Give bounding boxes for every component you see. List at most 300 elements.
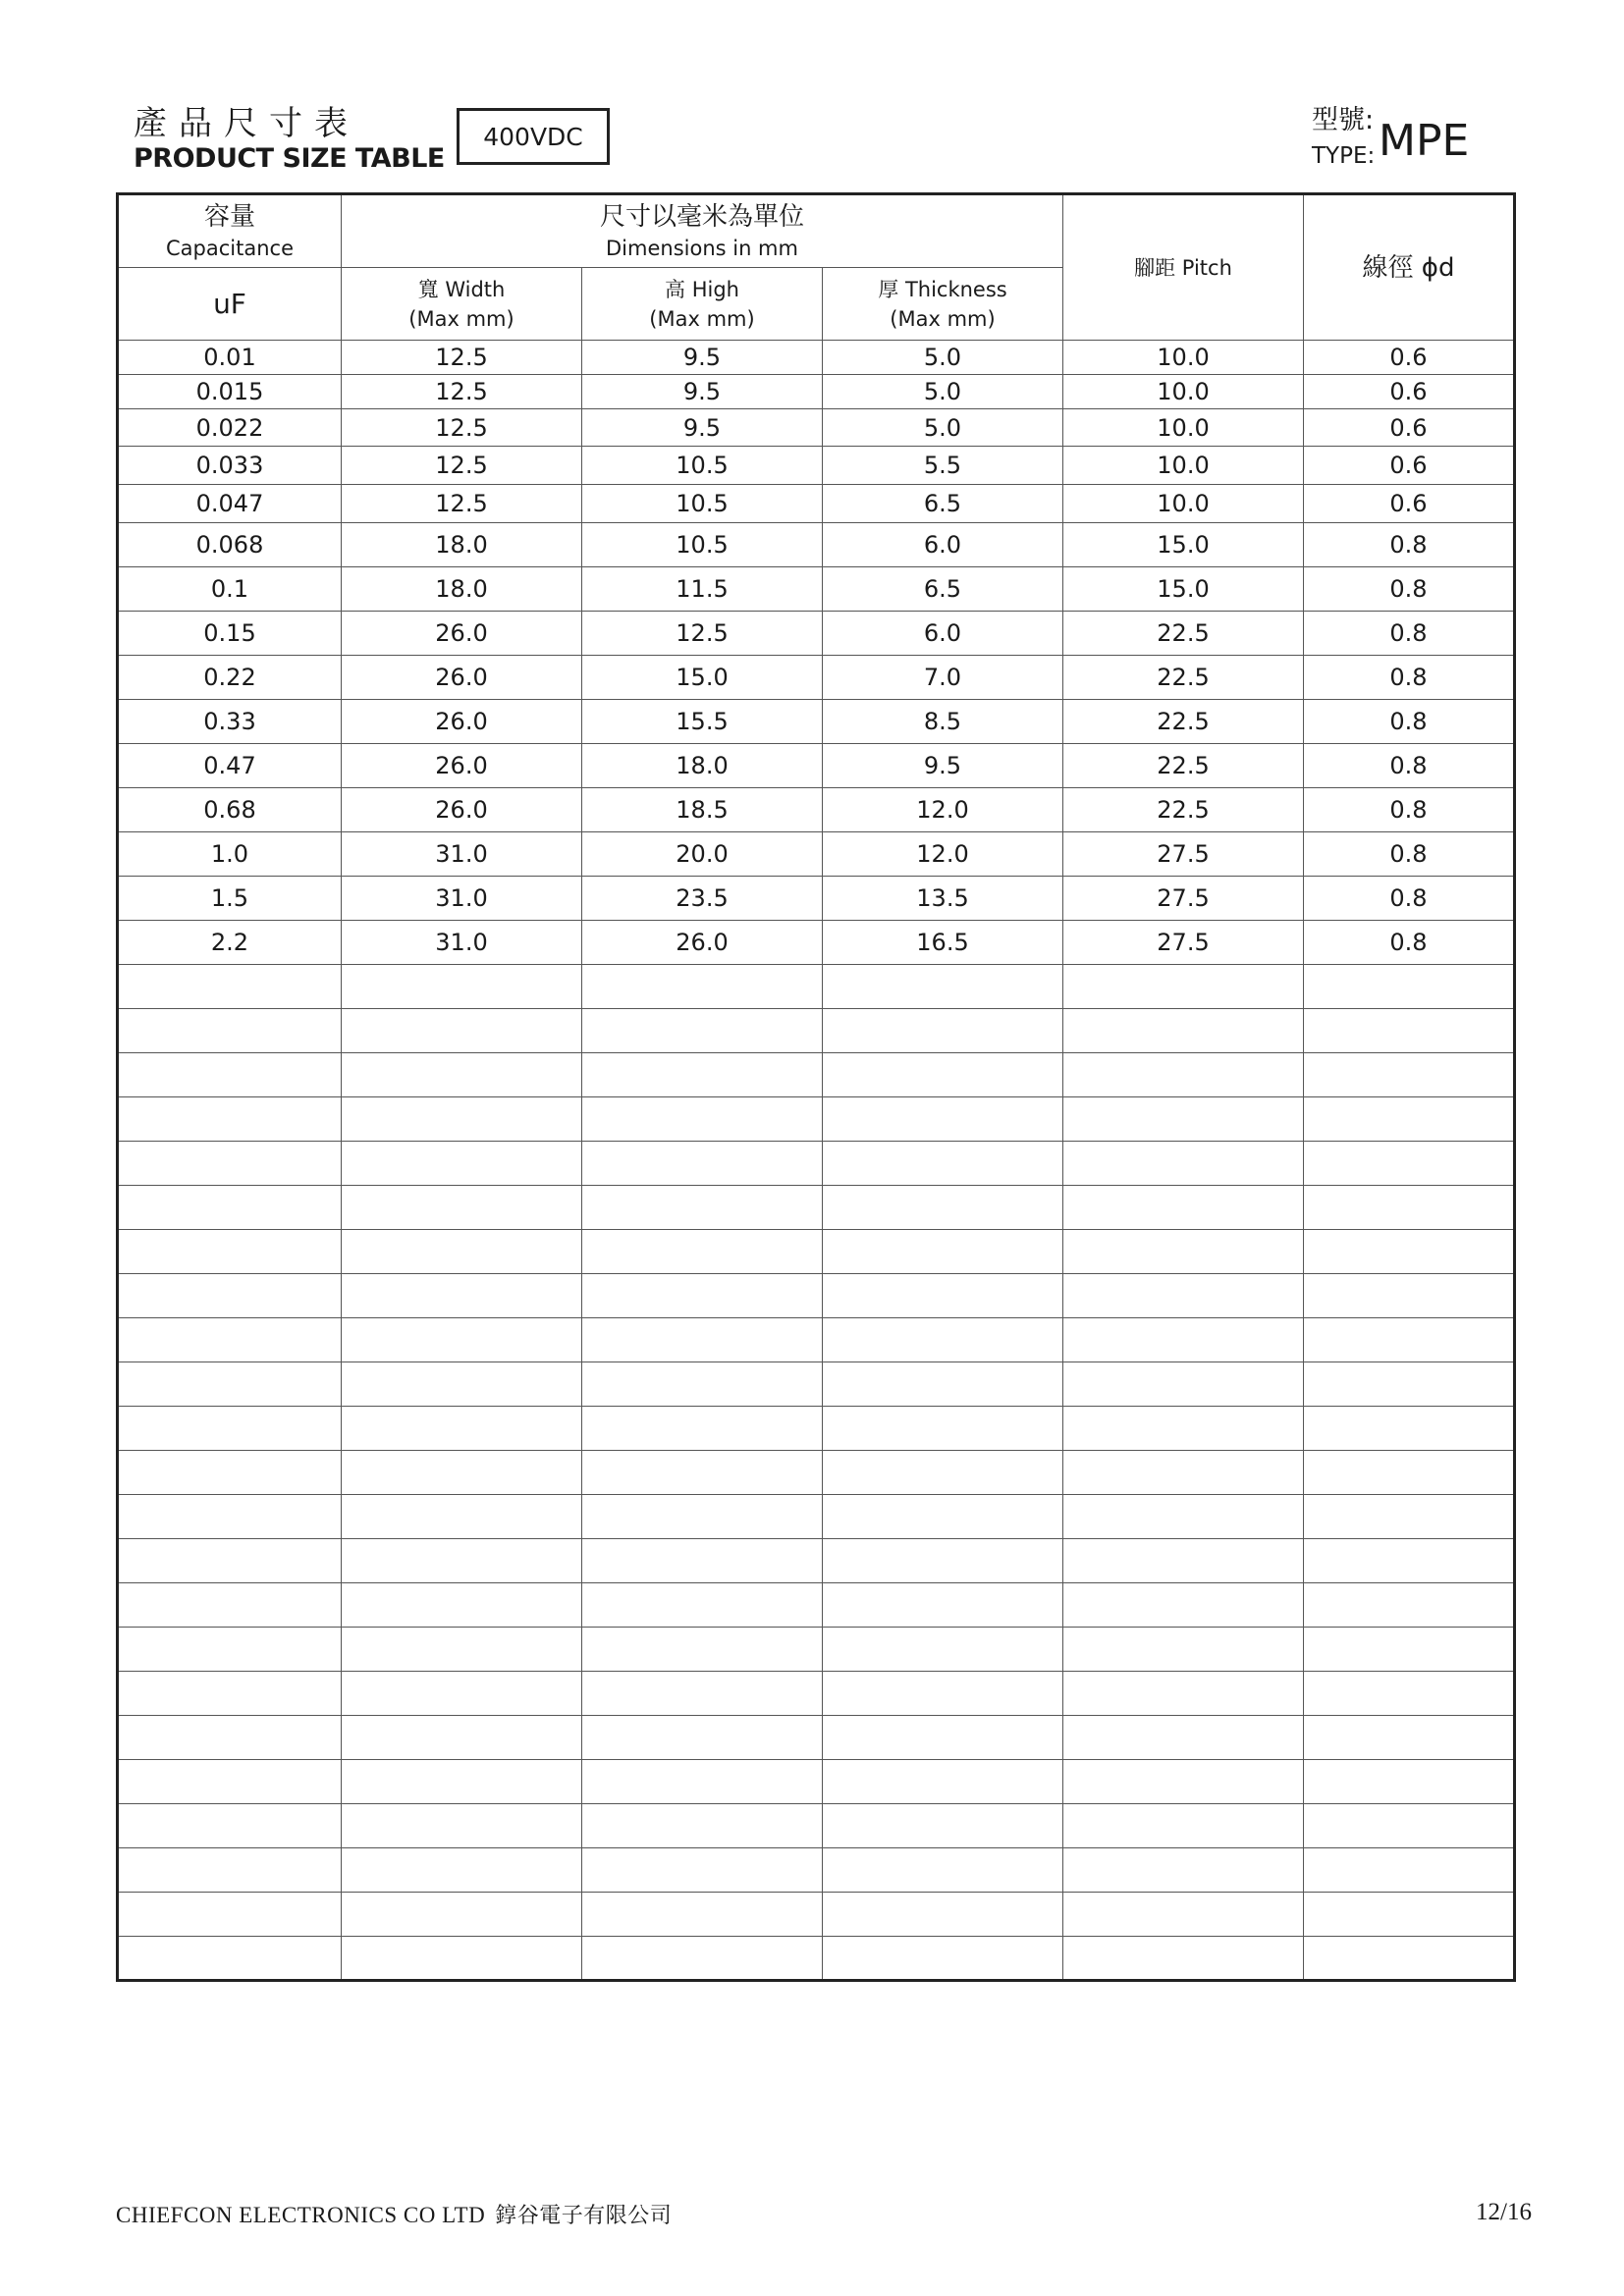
thickness-cell: 12.0 <box>823 832 1063 877</box>
width-cell: 12.5 <box>342 447 582 485</box>
high-cell: 18.5 <box>582 788 823 832</box>
empty-cell <box>118 1097 342 1142</box>
thickness-header-sub: (Max mm) <box>890 306 996 331</box>
empty-cell <box>1304 1009 1515 1053</box>
empty-cell <box>582 1495 823 1539</box>
width-cell: 12.5 <box>342 341 582 375</box>
empty-row <box>118 1407 1515 1451</box>
empty-cell <box>1063 1230 1304 1274</box>
pitch-cell: 22.5 <box>1063 656 1304 700</box>
wire-diameter-header <box>1304 194 1515 341</box>
empty-row <box>118 1583 1515 1628</box>
empty-cell <box>823 1539 1063 1583</box>
high-cell: 18.0 <box>582 744 823 788</box>
empty-cell <box>823 1716 1063 1760</box>
wire-diameter-cell: 0.6 <box>1304 409 1515 447</box>
width-cell: 12.5 <box>342 375 582 409</box>
high-cell: 15.0 <box>582 656 823 700</box>
empty-cell <box>1063 1716 1304 1760</box>
empty-cell <box>1304 1716 1515 1760</box>
footer-company-zh: 錞谷電子有限公司 <box>495 2204 673 2228</box>
pitch-cell: 10.0 <box>1063 375 1304 409</box>
empty-cell <box>118 1628 342 1672</box>
thickness-header <box>823 268 1063 341</box>
capacitance-cell: 0.01 <box>118 341 342 375</box>
empty-cell <box>1304 1804 1515 1848</box>
empty-cell <box>342 1407 582 1451</box>
capacitance-header-zh: 容量 <box>203 201 255 232</box>
empty-cell <box>118 1760 342 1804</box>
empty-cell <box>342 1848 582 1893</box>
table-row <box>118 409 1515 447</box>
width-cell: 18.0 <box>342 523 582 567</box>
type-label-en: TYPE: <box>1312 143 1376 169</box>
empty-cell <box>342 1142 582 1186</box>
empty-cell <box>582 1451 823 1495</box>
empty-cell <box>582 1937 823 1981</box>
empty-cell <box>118 1362 342 1407</box>
table-row <box>118 788 1515 832</box>
empty-cell <box>823 1053 1063 1097</box>
empty-cell <box>1304 1451 1515 1495</box>
high-cell: 9.5 <box>582 375 823 409</box>
type-label-zh: 型號: <box>1312 105 1375 135</box>
empty-cell <box>1304 1097 1515 1142</box>
high-cell: 11.5 <box>582 567 823 612</box>
empty-cell <box>1304 1362 1515 1407</box>
pitch-cell: 15.0 <box>1063 567 1304 612</box>
unit-header-label: uF <box>213 287 246 320</box>
empty-cell <box>1063 1495 1304 1539</box>
width-header-sub: (Max mm) <box>408 306 514 331</box>
empty-cell <box>342 1495 582 1539</box>
high-cell: 12.5 <box>582 612 823 656</box>
pitch-cell: 22.5 <box>1063 612 1304 656</box>
empty-cell <box>582 1274 823 1318</box>
product-size-table <box>116 192 1516 1982</box>
wire-diameter-cell: 0.8 <box>1304 877 1515 921</box>
dimensions-header-zh: 尺寸以毫米為單位 <box>599 201 804 232</box>
width-cell: 31.0 <box>342 921 582 965</box>
empty-cell <box>1063 1009 1304 1053</box>
empty-cell <box>582 1362 823 1407</box>
empty-cell <box>1063 1407 1304 1451</box>
empty-cell <box>823 1451 1063 1495</box>
wire-diameter-cell: 0.8 <box>1304 788 1515 832</box>
pitch-header-label: 腳距 Pitch <box>1134 255 1232 280</box>
capacitance-header-en: Capacitance <box>166 236 294 260</box>
thickness-cell: 5.0 <box>823 341 1063 375</box>
empty-row <box>118 1893 1515 1937</box>
capacitance-cell: 0.1 <box>118 567 342 612</box>
pitch-cell: 27.5 <box>1063 832 1304 877</box>
thickness-cell: 7.0 <box>823 656 1063 700</box>
capacitance-cell: 0.015 <box>118 375 342 409</box>
footer-company <box>116 2199 672 2229</box>
empty-cell <box>582 1716 823 1760</box>
thickness-cell: 6.5 <box>823 485 1063 523</box>
empty-cell <box>342 1672 582 1716</box>
table-row <box>118 656 1515 700</box>
empty-cell <box>582 1672 823 1716</box>
footer-company-en: CHIEFCON ELECTRONICS CO LTD <box>116 2203 486 2227</box>
wire-diameter-cell: 0.8 <box>1304 832 1515 877</box>
capacitance-header <box>118 194 342 268</box>
empty-cell <box>118 1318 342 1362</box>
width-cell: 12.5 <box>342 409 582 447</box>
empty-row <box>118 1362 1515 1407</box>
empty-cell <box>823 1583 1063 1628</box>
width-cell: 26.0 <box>342 612 582 656</box>
width-cell: 26.0 <box>342 656 582 700</box>
high-cell: 20.0 <box>582 832 823 877</box>
empty-cell <box>1063 1539 1304 1583</box>
wire-diameter-cell: 0.6 <box>1304 447 1515 485</box>
width-cell: 26.0 <box>342 788 582 832</box>
empty-cell <box>823 965 1063 1009</box>
empty-cell <box>1304 1318 1515 1362</box>
empty-cell <box>1304 1848 1515 1893</box>
empty-row <box>118 1142 1515 1186</box>
empty-cell <box>823 1937 1063 1981</box>
empty-cell <box>1063 1186 1304 1230</box>
empty-cell <box>582 1539 823 1583</box>
empty-row <box>118 1009 1515 1053</box>
table-row <box>118 921 1515 965</box>
width-cell: 26.0 <box>342 744 582 788</box>
capacitance-cell: 0.33 <box>118 700 342 744</box>
empty-cell <box>342 965 582 1009</box>
thickness-cell: 12.0 <box>823 788 1063 832</box>
empty-cell <box>118 1142 342 1186</box>
empty-cell <box>1304 1186 1515 1230</box>
empty-cell <box>342 1628 582 1672</box>
empty-cell <box>582 1583 823 1628</box>
empty-cell <box>1304 1937 1515 1981</box>
wire-diameter-cell: 0.8 <box>1304 612 1515 656</box>
empty-cell <box>823 1893 1063 1937</box>
empty-cell <box>118 1230 342 1274</box>
empty-cell <box>582 1893 823 1937</box>
empty-cell <box>823 1230 1063 1274</box>
empty-cell <box>823 1495 1063 1539</box>
wire-diameter-cell: 0.8 <box>1304 567 1515 612</box>
empty-cell <box>118 1672 342 1716</box>
thickness-cell: 6.0 <box>823 612 1063 656</box>
empty-cell <box>823 1407 1063 1451</box>
empty-cell <box>1304 1893 1515 1937</box>
empty-cell <box>342 1760 582 1804</box>
thickness-cell: 9.5 <box>823 744 1063 788</box>
empty-cell <box>1304 1495 1515 1539</box>
capacitance-cell: 0.047 <box>118 485 342 523</box>
empty-cell <box>582 1628 823 1672</box>
capacitance-cell: 0.033 <box>118 447 342 485</box>
empty-cell <box>1304 1274 1515 1318</box>
empty-cell <box>1063 1848 1304 1893</box>
table-row <box>118 877 1515 921</box>
table-row <box>118 523 1515 567</box>
empty-cell <box>118 1583 342 1628</box>
pitch-cell: 22.5 <box>1063 788 1304 832</box>
empty-cell <box>823 1274 1063 1318</box>
width-cell: 31.0 <box>342 832 582 877</box>
empty-cell <box>1063 1804 1304 1848</box>
wire-diameter-header-label: 線徑 ϕd <box>1362 252 1455 283</box>
empty-cell <box>342 1053 582 1097</box>
thickness-cell: 16.5 <box>823 921 1063 965</box>
width-cell: 18.0 <box>342 567 582 612</box>
empty-cell <box>1304 1760 1515 1804</box>
empty-row <box>118 1097 1515 1142</box>
voltage-box <box>457 108 610 165</box>
table-row <box>118 341 1515 375</box>
empty-cell <box>582 1318 823 1362</box>
empty-cell <box>582 1407 823 1451</box>
voltage-label: 400VDC <box>483 122 583 151</box>
empty-cell <box>342 1583 582 1628</box>
empty-cell <box>1304 1583 1515 1628</box>
capacitance-cell: 2.2 <box>118 921 342 965</box>
wire-diameter-cell: 0.6 <box>1304 375 1515 409</box>
pitch-cell: 10.0 <box>1063 341 1304 375</box>
high-cell: 9.5 <box>582 341 823 375</box>
empty-cell <box>1063 1097 1304 1142</box>
capacitance-cell: 0.22 <box>118 656 342 700</box>
empty-row <box>118 1274 1515 1318</box>
empty-row <box>118 1230 1515 1274</box>
thickness-cell: 6.5 <box>823 567 1063 612</box>
empty-cell <box>342 1893 582 1937</box>
high-cell: 15.5 <box>582 700 823 744</box>
empty-cell <box>823 1628 1063 1672</box>
empty-cell <box>1304 1407 1515 1451</box>
pitch-cell: 10.0 <box>1063 447 1304 485</box>
high-header-sub: (Max mm) <box>649 306 755 331</box>
high-cell: 26.0 <box>582 921 823 965</box>
empty-cell <box>582 1142 823 1186</box>
empty-cell <box>118 1274 342 1318</box>
wire-diameter-cell: 0.6 <box>1304 341 1515 375</box>
empty-cell <box>118 1053 342 1097</box>
title-zh: 產品尺寸表 <box>134 104 359 143</box>
width-cell: 31.0 <box>342 877 582 921</box>
empty-row <box>118 1937 1515 1981</box>
high-cell: 9.5 <box>582 409 823 447</box>
table-row <box>118 612 1515 656</box>
empty-row <box>118 1495 1515 1539</box>
capacitance-cell: 0.15 <box>118 612 342 656</box>
empty-row <box>118 1716 1515 1760</box>
empty-cell <box>118 1451 342 1495</box>
wire-diameter-cell: 0.8 <box>1304 700 1515 744</box>
empty-cell <box>582 1804 823 1848</box>
empty-cell <box>1063 1583 1304 1628</box>
empty-cell <box>1304 1142 1515 1186</box>
empty-cell <box>1304 1230 1515 1274</box>
empty-cell <box>118 1186 342 1230</box>
capacitance-cell: 0.68 <box>118 788 342 832</box>
high-cell: 23.5 <box>582 877 823 921</box>
empty-cell <box>823 1009 1063 1053</box>
empty-cell <box>823 1804 1063 1848</box>
wire-diameter-cell: 0.8 <box>1304 744 1515 788</box>
empty-cell <box>1304 1053 1515 1097</box>
empty-cell <box>342 1539 582 1583</box>
empty-row <box>118 1628 1515 1672</box>
empty-cell <box>823 1848 1063 1893</box>
empty-cell <box>118 1716 342 1760</box>
thickness-cell: 8.5 <box>823 700 1063 744</box>
thickness-cell: 13.5 <box>823 877 1063 921</box>
empty-cell <box>342 1804 582 1848</box>
type-value: MPE <box>1379 116 1470 166</box>
pitch-cell: 10.0 <box>1063 409 1304 447</box>
empty-cell <box>582 965 823 1009</box>
empty-row <box>118 1848 1515 1893</box>
empty-cell <box>1304 1672 1515 1716</box>
empty-row <box>118 1451 1515 1495</box>
empty-cell <box>1304 1539 1515 1583</box>
pitch-cell: 27.5 <box>1063 921 1304 965</box>
table-row <box>118 700 1515 744</box>
table-row <box>118 567 1515 612</box>
empty-cell <box>118 1009 342 1053</box>
empty-cell <box>342 1009 582 1053</box>
thickness-cell: 5.5 <box>823 447 1063 485</box>
empty-cell <box>118 1495 342 1539</box>
empty-cell <box>1063 1451 1304 1495</box>
empty-cell <box>1063 1760 1304 1804</box>
empty-row <box>118 1053 1515 1097</box>
pitch-cell: 27.5 <box>1063 877 1304 921</box>
wire-diameter-cell: 0.6 <box>1304 485 1515 523</box>
high-cell: 10.5 <box>582 447 823 485</box>
empty-row <box>118 1539 1515 1583</box>
empty-cell <box>118 965 342 1009</box>
width-cell: 26.0 <box>342 700 582 744</box>
dimensions-header <box>342 194 1063 268</box>
thickness-cell: 5.0 <box>823 409 1063 447</box>
empty-cell <box>342 1451 582 1495</box>
empty-cell <box>342 1274 582 1318</box>
empty-cell <box>582 1230 823 1274</box>
high-cell: 10.5 <box>582 485 823 523</box>
title-en: PRODUCT SIZE TABLE <box>134 143 445 174</box>
empty-cell <box>823 1760 1063 1804</box>
empty-row <box>118 1804 1515 1848</box>
empty-row <box>118 1186 1515 1230</box>
wire-diameter-cell: 0.8 <box>1304 523 1515 567</box>
table-row <box>118 744 1515 788</box>
pitch-header <box>1063 194 1304 341</box>
empty-row <box>118 1672 1515 1716</box>
empty-cell <box>582 1009 823 1053</box>
thickness-header-label: 厚 Thickness <box>878 277 1007 301</box>
table-row <box>118 447 1515 485</box>
empty-cell <box>1304 1628 1515 1672</box>
empty-cell <box>342 1318 582 1362</box>
empty-cell <box>118 1407 342 1451</box>
empty-cell <box>823 1186 1063 1230</box>
wire-diameter-cell: 0.8 <box>1304 921 1515 965</box>
width-cell: 12.5 <box>342 485 582 523</box>
empty-cell <box>342 1186 582 1230</box>
empty-cell <box>118 1893 342 1937</box>
thickness-cell: 5.0 <box>823 375 1063 409</box>
empty-cell <box>823 1318 1063 1362</box>
empty-cell <box>823 1097 1063 1142</box>
empty-cell <box>1063 1053 1304 1097</box>
capacitance-cell: 1.5 <box>118 877 342 921</box>
pitch-cell: 15.0 <box>1063 523 1304 567</box>
pitch-cell: 10.0 <box>1063 485 1304 523</box>
empty-cell <box>1063 1274 1304 1318</box>
empty-cell <box>118 1848 342 1893</box>
empty-row <box>118 1318 1515 1362</box>
capacitance-cell: 1.0 <box>118 832 342 877</box>
empty-cell <box>1063 1893 1304 1937</box>
table-row <box>118 375 1515 409</box>
high-header-label: 高 High <box>665 277 739 301</box>
table-row <box>118 485 1515 523</box>
pitch-cell: 22.5 <box>1063 744 1304 788</box>
dimensions-header-en: Dimensions in mm <box>606 236 798 260</box>
high-header <box>582 268 823 341</box>
empty-cell <box>1063 1142 1304 1186</box>
empty-cell <box>118 1804 342 1848</box>
empty-cell <box>1063 1672 1304 1716</box>
empty-cell <box>342 1937 582 1981</box>
empty-cell <box>1063 965 1304 1009</box>
capacitance-cell: 0.068 <box>118 523 342 567</box>
pitch-cell: 22.5 <box>1063 700 1304 744</box>
page-number: 12/16 <box>1476 2199 1532 2225</box>
table-row <box>118 832 1515 877</box>
empty-cell <box>342 1230 582 1274</box>
empty-cell <box>1063 1628 1304 1672</box>
empty-cell <box>582 1848 823 1893</box>
empty-row <box>118 1760 1515 1804</box>
capacitance-cell: 0.47 <box>118 744 342 788</box>
empty-cell <box>1063 1318 1304 1362</box>
width-header-label: 寬 Width <box>417 277 506 301</box>
empty-cell <box>823 1142 1063 1186</box>
capacitance-cell: 0.022 <box>118 409 342 447</box>
empty-cell <box>582 1760 823 1804</box>
empty-row <box>118 965 1515 1009</box>
empty-cell <box>823 1362 1063 1407</box>
empty-cell <box>1304 965 1515 1009</box>
high-cell: 10.5 <box>582 523 823 567</box>
empty-cell <box>1063 1362 1304 1407</box>
empty-cell <box>342 1716 582 1760</box>
empty-cell <box>342 1362 582 1407</box>
empty-cell <box>582 1186 823 1230</box>
width-header <box>342 268 582 341</box>
thickness-cell: 6.0 <box>823 523 1063 567</box>
table-body <box>118 341 1515 1981</box>
empty-cell <box>342 1097 582 1142</box>
empty-cell <box>118 1539 342 1583</box>
empty-cell <box>582 1053 823 1097</box>
empty-cell <box>582 1097 823 1142</box>
wire-diameter-cell: 0.8 <box>1304 656 1515 700</box>
unit-header <box>118 268 342 341</box>
empty-cell <box>1063 1937 1304 1981</box>
empty-cell <box>823 1672 1063 1716</box>
empty-cell <box>118 1937 342 1981</box>
